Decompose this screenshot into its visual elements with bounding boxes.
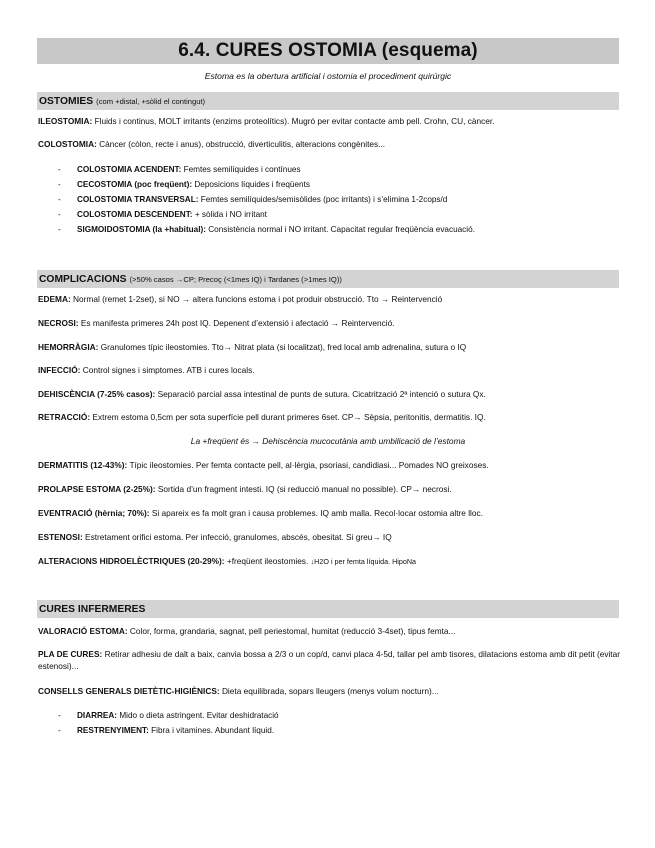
paragraph-estenosi: ESTENOSI: Estretament orifici estoma. Per infecció, granulomes, abscés, obesitat. Si greu→ IQ <box>38 532 392 542</box>
section-header-cures-infermeres <box>37 600 619 618</box>
definition: Fluids i continus, MOLT irritants (enzims proteolítics). Mugró per evitar contacte amb pell. Crohn, CU, càncer. <box>94 116 495 126</box>
paragraph-eventracio: EVENTRACIÓ (hèrnia; 70%): Si apareix es fa molt gran i causa problemes. IQ amb malla. Recol·locar ostomia altre lloc. <box>38 508 483 518</box>
section-title: CURES INFERMERES <box>39 603 146 615</box>
paragraph-infeccio: INFECCIÓ: Control signes i simptomes. ATB i cures locals. <box>38 365 255 375</box>
section-title: COMPLICACIONS <box>39 273 127 285</box>
paragraph-necrosi: NECROSI: Es manifesta primeres 24h post IQ. Depenent d’extensió i afectació → Reintervenció. <box>38 318 395 328</box>
paragraph-ileostomia <box>38 116 620 128</box>
section-header-ostomies <box>37 92 619 110</box>
paragraph-retraccio: RETRACCIÓ: Extrem estoma 0,5cm per sota superfície pell durant primeres 6set. CP→ Sèpsia, peritonitis, dermatitis. IQ. <box>38 412 486 422</box>
section-title: OSTOMIES <box>39 95 94 107</box>
paragraph-edema: EDEMA: Normal (remet 1-2set), si NO → altera funcions estoma i pot produir obstrucció. Tto → Reintervenció <box>38 294 443 304</box>
list-item: - CECOSTOMIA (poc freqüent): Deposicions líquides i freqüents <box>58 177 618 192</box>
paragraph-pla-de-cures: PLA DE CURES: Retirar adhesiu de dalt a baix, canvia bossa a 2/3 o un cop/d, canvi placa 4-5d, tallar pel amb tisores, dilatacions estoma amb dit petit (evitar estenosi)... <box>38 649 620 671</box>
page-title: 6.4. CURES OSTOMIA (esquema) <box>178 40 478 61</box>
section-header-complicacions <box>37 270 619 288</box>
list-colostomy-types <box>58 162 618 237</box>
italic-note: La +freqüent és → Dehiscència mucocutània amb umbilicació de l’estoma <box>190 436 466 446</box>
list-item: - DIARREA: Mido o dieta astringent. Evitar deshidratació <box>58 708 618 723</box>
list-item: - RESTRENYIMENT: Fibra i vitamines. Abundant líquid. <box>58 723 618 738</box>
list-item: - COLOSTOMIA DESCENDENT: + sòlida i NO irritant <box>58 207 618 222</box>
paragraph-valoracio-estoma: VALORACIÓ ESTOMA: Color, forma, grandaria, sagnat, pell periestomal, humitat (reducció 3-4set), tipus femta... <box>38 626 456 636</box>
list-item: - COLOSTOMIA ACENDENT: Femtes semilíquides i contínues <box>58 162 618 177</box>
paragraph-dermatitis: DERMATITIS (12-43%): Típic ileostomies. Per femta contacte pell, al·lèrgia, psoriasi, candidiasi... Pomades NO greixoses. <box>38 460 489 470</box>
definition: Càncer (còlon, recte i anus), obstrucció, diverticulitis, alteracions congènites... <box>99 139 386 149</box>
paragraph-alteracions-hidroelectriques: ALTERACIONS HIDROELÈCTRIQUES (20-29%): +freqüent ileostomies. ↓H2O i per femta líquida. HipoNa <box>38 556 417 566</box>
paragraph-colostomia <box>38 139 620 151</box>
term: ILEOSTOMIA: <box>38 116 93 126</box>
paragraph-hemorragia: HEMORRÀGIA: Granulomes típic ileostomies. Tto→ Nitrat plata (si localitzat), fred local amb adrenalina, sutura o IQ <box>38 342 467 352</box>
section-note: (com +distal, +sòlid el contingut) <box>96 96 206 106</box>
section-note: (>50% casos →CP; Precoç (<1mes IQ) i Tardanes (>1mes IQ)) <box>129 274 342 284</box>
list-item: - COLOSTOMIA TRANSVERSAL: Femtes semilíquides/semisòlides (poc irritants) i s’elimina 1-2cops/d <box>58 192 618 207</box>
paragraph-dehiscencia: DEHISCÈNCIA (7-25% casos): Separació parcial assa intestinal de punts de sutura. Cicatrització 2ª intenció o sutura Qx. <box>38 389 486 399</box>
title-bar <box>37 38 619 64</box>
paragraph-prolapse: PROLAPSE ESTOMA (2-25%): Sortida d’un fragment intesti. IQ (si reducció manual no possible). CP→ necrosi. <box>38 484 452 494</box>
list-item: - SIGMOIDOSTOMIA (la +habitual): Consistència normal i NO irritant. Capacitat regular freqüència evacuació. <box>58 222 618 237</box>
list-consells <box>58 708 618 738</box>
paragraph-consells-generals: CONSELLS GENERALS DIETÈTIC-HIGIÈNICS: Dieta equilibrada, sopars lleugers (menys volum nocturn)... <box>38 686 439 696</box>
term: COLOSTOMIA: <box>38 139 97 149</box>
page-subtitle: Estoma es la obertura artificial i ostomia el procediment quirúrgic <box>204 71 452 81</box>
